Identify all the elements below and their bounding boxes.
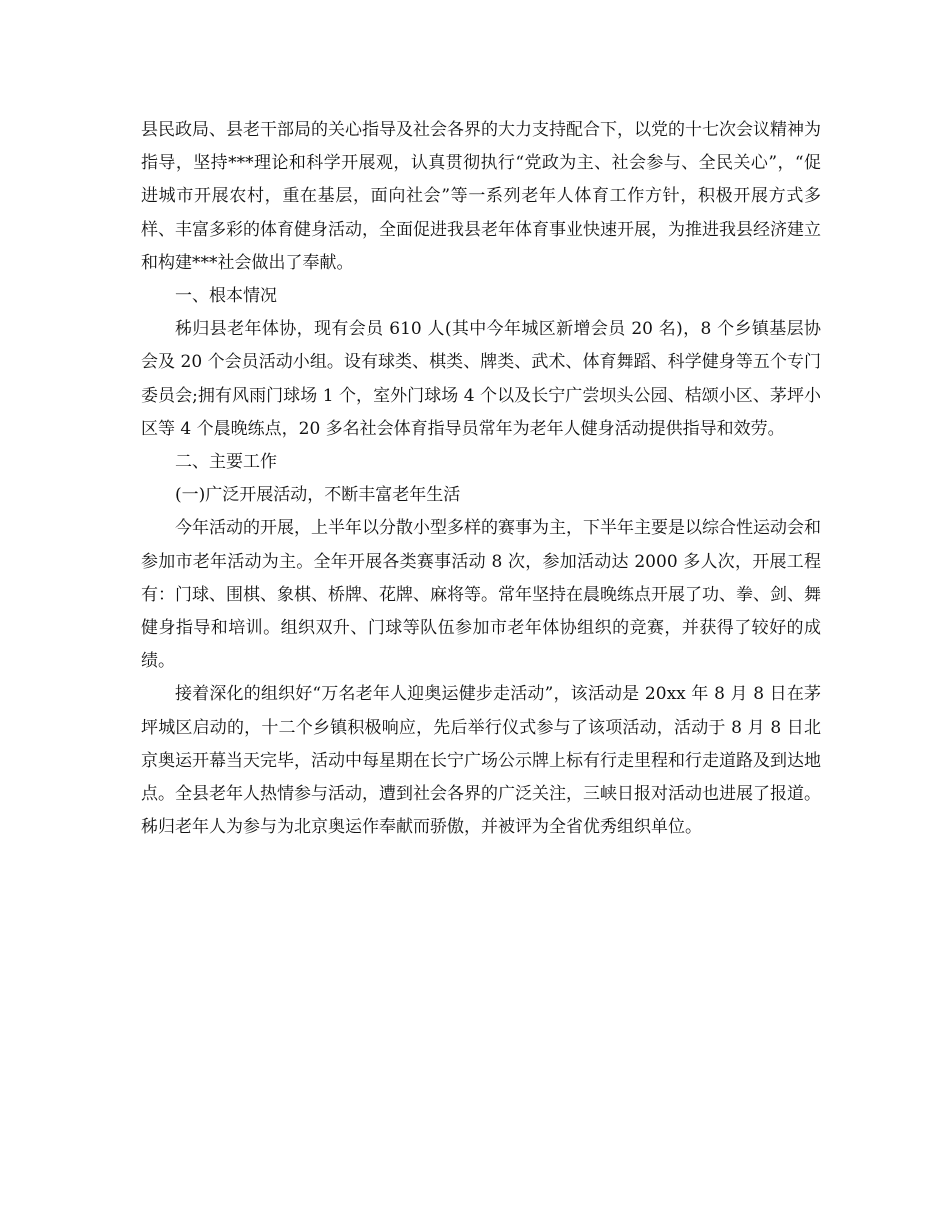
document-body xyxy=(141,114,821,844)
paragraph-intro: 县民政局、县老干部局的关心指导及社会各界的大力支持配合下，以党的十七次会议精神为指导，坚持***理论和科学开展观，认真贯彻执行“党政为主、社会参与、全民关心”，“促进城市开展农村，重在基层，面向社会”等一系列老年人体育工作方针，积极开展方式多样、丰富多彩的体育健身活动，全面促进我县老年体育事业快速开展，为推进我县经济建立和构建***社会做出了奉献。 xyxy=(141,120,821,273)
paragraph-basic-situation: 秭归县老年体协，现有会员 610 人(其中今年城区新增会员 20 名)，8 个乡镇基层协会及 20 个会员活动小组。设有球类、棋类、牌类、武术、体育舞蹈、科学健身等五个专门委员会;拥有风雨门球场 1 个，室外门球场 4 个以及长宁广尝坝头公园、桔颂小区、茅坪小区等 4 个晨晚练点，20 多名社会体育指导员常年为老年人健身活动提供指导和效劳。 xyxy=(141,319,821,439)
subsection-heading-activities: (一)广泛开展活动，不断丰富老年生活 xyxy=(175,485,461,506)
section-heading-main-work: 二、主要工作 xyxy=(175,452,277,473)
section-heading-basic-situation: 一、根本情况 xyxy=(175,286,277,307)
paragraph-activities: 今年活动的开展，上半年以分散小型多样的赛事为主，下半年主要是以综合性运动会和参加市老年活动为主。全年开展各类赛事活动 8 次，参加活动达 2000 多人次，开展工程有：门球、围棋、象棋、桥牌、花牌、麻将等。常年坚持在晨晚练点开展了功、拳、剑、舞健身指导和培训。组织双升、门球等队伍参加市老年体协组织的竞赛，并获得了较好的成绩。 xyxy=(141,518,821,672)
paragraph-olympic-walk: 接着深化的组织好“万名老年人迎奥运健步走活动”，该活动是 20xx 年 8 月 8 日在茅坪城区启动的，十二个乡镇积极响应，先后举行仪式参与了该项活动，活动于 8 月 8 日北京奥运开幕当天完毕，活动中每星期在长宁广场公示牌上标有行走里程和行走道路及到达地点。全县老年人热情参与活动，遭到社会各界的广泛关注，三峡日报对活动也进展了报道。秭归老年人为参与为北京奥运作奉献而骄傲，并被评为全省优秀组织单位。 xyxy=(141,684,821,838)
